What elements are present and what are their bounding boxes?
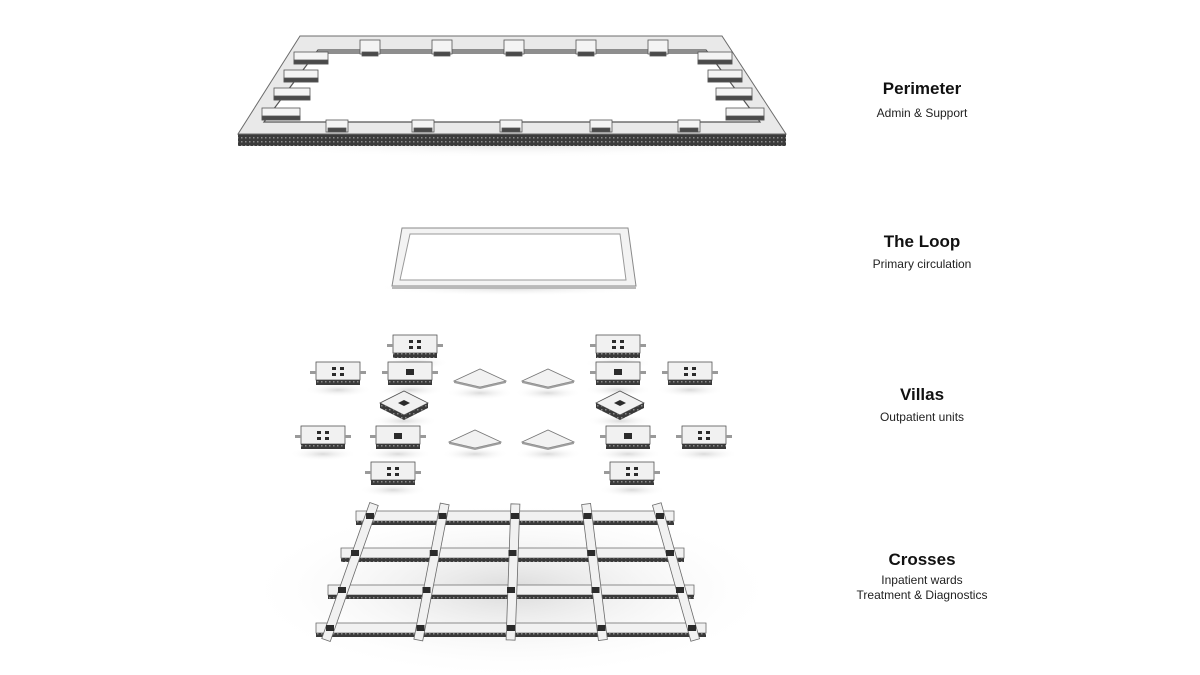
villa-courtyard [340,367,344,370]
ward-core [338,587,346,593]
ward-core [511,513,519,519]
ward-core [598,625,606,631]
villa-unit [670,426,738,461]
villa-facade [682,444,726,449]
villa-courtyard [325,431,329,434]
villa-courtyard [387,473,391,476]
villa-unit [359,462,427,497]
villa-unit [598,462,666,497]
villa-shadow [594,447,662,461]
layer-label-perimeter [802,79,1042,121]
ward-core [351,550,359,556]
villa-courtyard [406,369,414,375]
villa-facade [596,353,640,358]
layer-title: Villas [899,385,945,404]
villa-unit [304,362,372,397]
villa-facade [388,380,432,385]
villa-courtyard [706,437,710,440]
villa-shadow [656,383,724,397]
villa-connector [640,371,646,374]
villa-connector [365,471,371,474]
villa-courtyard [634,467,638,470]
villa-roof [596,335,640,353]
villa-courtyard [417,340,421,343]
villa-courtyard [417,346,421,349]
villa-roof [316,362,360,380]
villa-facade [668,380,712,385]
villa-courtyard [684,373,688,376]
villa-courtyard [332,367,336,370]
villa-shadow [359,483,427,497]
villa-unit [370,391,438,428]
villa-roof [682,426,726,444]
ward-core [507,625,515,631]
villa-connector [370,435,376,438]
villa-connector [382,371,388,374]
villa-courtyard [620,346,624,349]
villa-courtyard [634,473,638,476]
loop-inner [400,234,626,280]
villa-unit [656,362,724,397]
ward-core [584,513,592,519]
villa-facade [301,444,345,449]
crosses-layer [242,500,782,675]
layer-label-crosses [802,550,1042,603]
villa-connector [604,471,610,474]
layer-description: Admin & Support [876,106,968,120]
villa-connector [650,435,656,438]
villa-facade [371,480,415,485]
villa-unit [364,426,432,461]
ward-core [656,513,664,519]
villa-connector [437,344,443,347]
villa-courtyard [624,433,632,439]
villa-courtyard [626,473,630,476]
villa-connector [640,344,646,347]
ward-core [439,513,447,519]
villa-courtyard [395,467,399,470]
villa-courtyard [387,467,391,470]
villa-facade [596,380,640,385]
ward-core [423,587,431,593]
villa-connector [676,435,682,438]
villa-shadow [304,383,372,397]
villa-courtyard [325,437,329,440]
villa-courtyard [340,373,344,376]
villa-courtyard [612,340,616,343]
ward-core [509,550,517,556]
villa-unit [289,426,357,461]
villa-courtyard [395,473,399,476]
villa-shadow [364,447,432,461]
villa-facade [316,380,360,385]
ward-core [507,587,515,593]
ward-core [366,513,374,519]
villa-courtyard [409,346,413,349]
villas-layer [289,335,738,497]
villa-roof [371,462,415,480]
villa-connector [420,435,426,438]
loop-edge [392,286,636,289]
villa-courtyard [684,367,688,370]
perimeter-courtyard [264,50,760,122]
layer-description: Inpatient wards [881,573,963,587]
villa-connector [415,471,421,474]
layer-label-loop [802,232,1042,272]
layer-description: Outpatient units [879,410,965,424]
villa-unit [594,426,662,461]
villa-shadow [598,483,666,497]
villa-courtyard [332,373,336,376]
villa-connector [360,371,366,374]
villa-connector [345,435,351,438]
villa-unit [514,369,582,400]
villa-unit [586,391,654,428]
ward-core [326,625,334,631]
villa-connector [654,471,660,474]
villa-facade [376,444,420,449]
villa-shadow [289,447,357,461]
villa-connector [590,371,596,374]
villa-courtyard [698,431,702,434]
ward-core [587,550,595,556]
perimeter-base [238,134,786,146]
villa-courtyard [317,431,321,434]
villa-courtyard [698,437,702,440]
layer-title: Perimeter [882,79,962,98]
villa-courtyard [692,367,696,370]
villa-courtyard [317,437,321,440]
loop-layer [372,228,652,296]
villa-unit [441,430,509,461]
villa-courtyard [394,433,402,439]
villa-courtyard [620,340,624,343]
villa-roof [668,362,712,380]
villa-connector [590,344,596,347]
perimeter-layer [212,36,812,158]
villa-courtyard [706,431,710,434]
ward-core [676,587,684,593]
villa-connector [432,371,438,374]
villa-courtyard [692,373,696,376]
villa-connector [662,371,668,374]
villa-shadow [670,447,738,461]
villa-courtyard [626,467,630,470]
villa-connector [712,371,718,374]
layer-description: Treatment & Diagnostics [856,588,988,602]
villa-courtyard [409,340,413,343]
villa-courtyard [614,369,622,375]
ward-core [688,625,696,631]
layer-title: Crosses [888,550,956,569]
villa-connector [600,435,606,438]
villa-roof [301,426,345,444]
villa-facade [606,444,650,449]
layer-title: The Loop [883,232,961,251]
layer-label-villas [802,385,1042,425]
layer-description: Primary circulation [872,257,972,271]
villa-roof [610,462,654,480]
ward-core [666,550,674,556]
villa-unit [446,369,514,400]
villa-unit [514,430,582,461]
villa-connector [726,435,732,438]
villa-connector [310,371,316,374]
ward-core [592,587,600,593]
villa-connector [387,344,393,347]
ward-core [417,625,425,631]
ward-core [430,550,438,556]
villa-facade [610,480,654,485]
villa-roof [393,335,437,353]
villa-courtyard [612,346,616,349]
villa-connector [295,435,301,438]
villa-facade [393,353,437,358]
